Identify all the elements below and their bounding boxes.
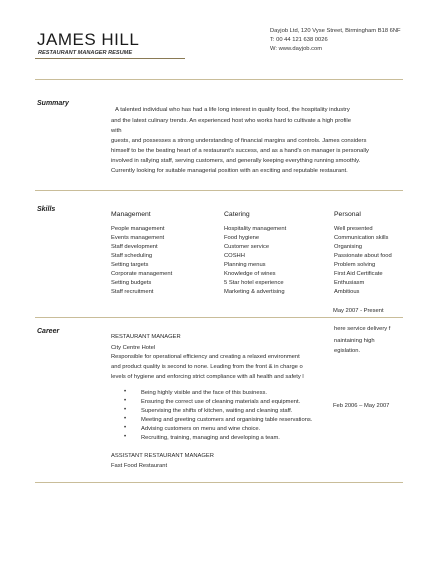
skill-item: Setting budgets [111, 280, 152, 286]
bullet-marker: • [124, 434, 127, 440]
section-divider [35, 79, 403, 80]
skills-heading: Skills [37, 206, 56, 213]
job1-dates: May 2007 - Present [333, 308, 384, 314]
candidate-name: JAMES HILL [37, 30, 140, 49]
skill-item: Hospitality management [224, 226, 287, 232]
bullet-marker: • [124, 398, 127, 404]
skill-item: Ambitious [334, 289, 360, 295]
skill-item: Customer service [224, 244, 270, 250]
skill-item: First Aid Certificate [334, 271, 383, 277]
bullet-marker: • [124, 407, 127, 413]
skill-item: Corporate management [111, 271, 173, 277]
skill-item: Events management [111, 235, 165, 241]
skill-item: Knowledge of wines [224, 271, 276, 277]
job2-employer: Fast Food Restaurant [111, 463, 168, 469]
section-divider [35, 317, 403, 318]
contact-website: W: www.dayjob.com [270, 46, 323, 52]
job2-dates: Feb 2006 – May 2007 [333, 403, 390, 409]
summary-line: guests, and possesses a strong understanding of financial margins and controls. James considers [111, 138, 367, 144]
summary-line: with [111, 128, 122, 134]
bullet-marker: • [124, 425, 127, 431]
summary-line: A talented individual who has had a life long interest in quality food, the hospitality industry [115, 107, 350, 113]
job1-employer: City Centre Hotel [111, 345, 156, 351]
career-heading: Career [37, 328, 60, 335]
contact-phone: T: 00 44 121 638 0026 [270, 37, 328, 43]
job1-side-text: here service delivery f [334, 326, 391, 332]
skill-item: Staff development [111, 244, 158, 250]
job1-duty: Meeting and greeting customers and organising table reservations. [141, 417, 313, 423]
job1-duty: Ensuring the correct use of cleaning materials and equipment. [141, 399, 301, 405]
skill-item: Well presented [334, 226, 373, 232]
job1-duty: Recruiting, training, managing and developing a team. [141, 435, 280, 441]
bullet-marker: • [124, 416, 127, 422]
skill-item: Staff recruitment [111, 289, 154, 295]
job1-side-text: naintaining high [334, 338, 375, 344]
section-divider [35, 482, 403, 483]
summary-line: involved in rallying staff, serving customers, and generally keeping everything running smoothly. [111, 158, 361, 164]
job1-duty: Being highly visible and the face of this business. [141, 390, 267, 396]
summary-line: himself to be the beating heart of a restaurant's success, and as a hand's on manager is personally [111, 148, 369, 154]
job1-title: RESTAURANT MANAGER [111, 334, 181, 340]
skill-item: Communication skills [334, 235, 389, 241]
skill-item: Staff scheduling [111, 253, 153, 259]
skill-item: Setting targets [111, 262, 149, 268]
job1-description-line: and product quality is second to none. Leading from the front & in charge o [111, 364, 303, 370]
skill-item: People management [111, 226, 165, 232]
skill-item: Problem solving [334, 262, 376, 268]
skill-item: Organising [334, 244, 363, 250]
job1-duty: Advising customers on menu and wine choice. [141, 426, 261, 432]
skills-column-title-personal: Personal [334, 211, 361, 218]
skill-item: 5 Star hotel experience [224, 280, 284, 286]
subtitle-divider [35, 58, 185, 59]
skills-column-title-management: Management [111, 211, 151, 218]
resume-subtitle: RESTAURANT MANAGER RESUME [38, 50, 133, 56]
job1-description-line: Responsible for operational efficiency and creating a relaxed environment [111, 354, 300, 360]
skills-column-title-catering: Catering [224, 211, 250, 218]
skill-item: Marketing & advertising [224, 289, 285, 295]
summary-line: Currently looking for suitable managerial position with an exciting and reputable restaurant. [111, 168, 348, 174]
skill-item: COSHH [224, 253, 245, 259]
skill-item: Passionate about food [334, 253, 392, 259]
summary-line: and the latest culinary trends. An experienced host who works hard to cultivate a high profile [111, 118, 352, 124]
job2-title: ASSISTANT RESTAURANT MANAGER [111, 453, 214, 459]
skill-item: Food hygiene [224, 235, 260, 241]
section-divider [35, 190, 403, 191]
skill-item: Enthusiasm [334, 280, 365, 286]
skill-item: Planning menus [224, 262, 266, 268]
job1-duty: Supervising the shifts of kitchen, waiting and cleaning staff. [141, 408, 293, 414]
job1-description-line: levels of hygiene and enforcing strict compliance with all health and safety l [111, 374, 304, 380]
bullet-marker: • [124, 389, 127, 395]
summary-heading: Summary [37, 100, 69, 107]
job1-side-text: egislation. [334, 348, 361, 354]
contact-address: Dayjob Ltd, 120 Vyse Street, Birmingham B18 6NF [270, 28, 401, 34]
